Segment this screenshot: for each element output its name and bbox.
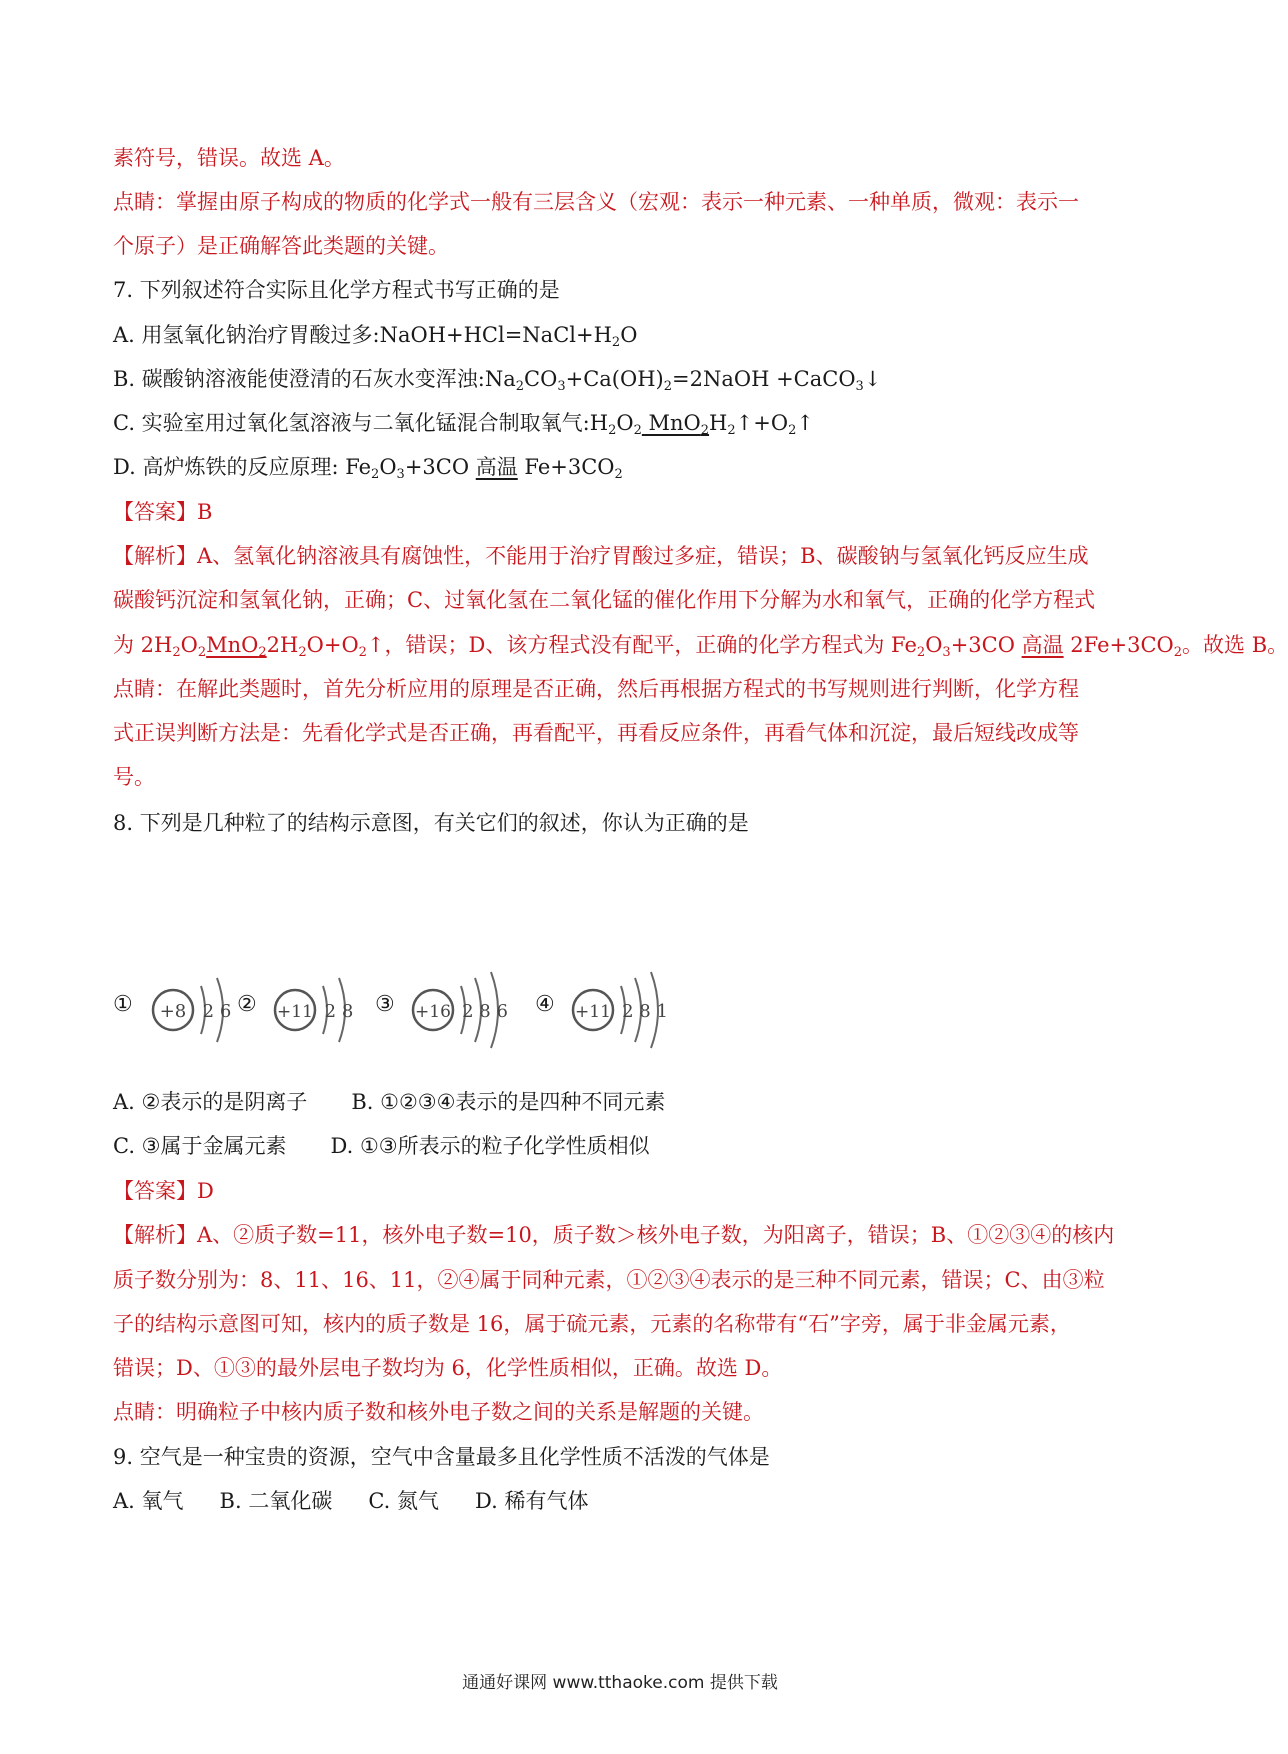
options-8cd: C. ③属于金属元素 D. ①③所表示的粒子化学性质相似 [113,1134,650,1158]
atom-4-label: ④ [535,992,555,1017]
explanation-8-line1: 【解析】A、②质子数=11，核外电子数=10，质子数＞核外电子数，为阳离子，错误；B、①②③④的核内 [113,1223,1115,1247]
atom-4-nucleus: +11 [575,1002,611,1022]
atom-2-diagram [261,960,361,1060]
question-9: 9. 空气是一种宝贵的资源，空气中含量最多且化学性质不活泼的气体是 [113,1445,770,1469]
option-7d: D. 高炉炼铁的反应原理: $Fe_2O_3+3CO$ 高温 $Fe+3CO_2$ [113,455,623,482]
option-7b: B. 碳酸钠溶液能使澄清的石灰水变浑浊$:Na_2CO_3+Ca(OH)_2=2NaOH$ +CaCO$_3$↓ [113,367,882,394]
question-7: 7. 下列叙述符合实际且化学方程式书写正确的是 [113,278,560,302]
options-9: A. 氧气 B. 二氧化碳 C. 氮气 D. 稀有气体 [113,1489,589,1513]
explanation-tail: 素符号，错误。故选 A。 [113,146,345,170]
reaction-condition: 高温 [475,455,518,479]
atom-1-nucleus: +8 [159,1001,187,1022]
atom-1-label: ① [113,992,133,1017]
question-8: 8. 下列是几种粒了的结构示意图，有关它们的叙述，你认为正确的是 [113,811,749,835]
reaction-condition: MnO$_2$ [641,411,710,438]
atom-4-diagram [559,960,679,1060]
atom-3-label: ③ [375,992,395,1017]
tip-6-line2: 个原子）是正确解答此类题的关键。 [113,234,449,258]
tip-7-line1: 点睛：在解此类题时，首先分析应用的原理是否正确，然后再根据方程式的书写规则进行判断，化学方程 [113,677,1079,701]
option-7a: A. 用氢氧化钠治疗胃酸过多$:NaOH+HCl=NaCl+H_2O$ [113,323,638,350]
explanation-8-line3: 子的结构示意图可知，核内的质子数是 16，属于硫元素，元素的名称带有“石”字旁，属于非金属元素， [113,1312,1071,1336]
reaction-condition: MnO$_2$ [206,633,267,660]
atom-2-label: ② [237,992,257,1017]
atom-3-shells: 2 8 6 [462,1001,508,1022]
atom-2-shells: 2 8 [324,1001,354,1022]
atom-3-diagram [399,960,519,1060]
atom-1-shells: 2 6 [202,1001,232,1022]
atom-2-nucleus: +11 [277,1002,313,1022]
tip-7-line2: 式正误判断方法是：先看化学式是否正确，再看配平，再看反应条件，再看气体和沉淀，最后短线改成等 [113,721,1079,745]
answer-7: 【答案】B [113,500,213,524]
explanation-7-line2: 碳酸钙沉淀和氢氧化钠，正确；C、过氧化氢在二氧化锰的催化作用下分解为水和氧气，正确的化学方程式 [113,588,1096,612]
explanation-7-line3: 为 $2H_2O_2MnO_22H_2O+O_2↑$，错误；D、该方程式没有配平，正确的化学方程式为 $Fe_2O_3+3CO$ 高温 $2Fe+3CO_2$。故选 B。 [113,633,1288,660]
option-7c: C. 实验室用过氧化氢溶液与二氧化锰混合制取氧气$:H_2O_2$ $MnO_2H_2↑+O_2↑$ [113,411,814,438]
answer-8: 【答案】D [113,1179,214,1203]
explanation-7-line1: 【解析】A、氢氧化钠溶液具有腐蚀性，不能用于治疗胃酸过多症，错误；B、碳酸钠与氢氧化钙反应生成 [113,544,1089,568]
tip-8: 点睛：明确粒子中核内质子数和核外电子数之间的关系是解题的关键。 [113,1400,764,1424]
tip-7-line3: 号。 [113,765,155,789]
page-footer: 通通好课网 www.tthaoke.com 提供下载 [462,1673,778,1693]
reaction-condition: 高温 [1021,633,1064,657]
atom-1-diagram [139,960,239,1060]
atom-3-nucleus: +16 [415,1002,451,1022]
options-8ab: A. ②表示的是阴离子 B. ①②③④表示的是四种不同元素 [113,1090,666,1114]
tip-6-line1: 点睛：掌握由原子构成的物质的化学式一般有三层含义（宏观：表示一种元素、一种单质，微观：表示一 [113,190,1079,214]
atom-4-shells: 2 8 1 [622,1001,668,1022]
explanation-8-line2: 质子数分别为：8、11、16、11，②④属于同种元素，①②③④表示的是三种不同元素，错误；C、由③粒 [113,1268,1105,1292]
atom-structure-diagrams [113,960,713,1070]
explanation-8-line4: 错误；D、①③的最外层电子数均为 6，化学性质相似，正确。故选 D。 [113,1356,783,1380]
